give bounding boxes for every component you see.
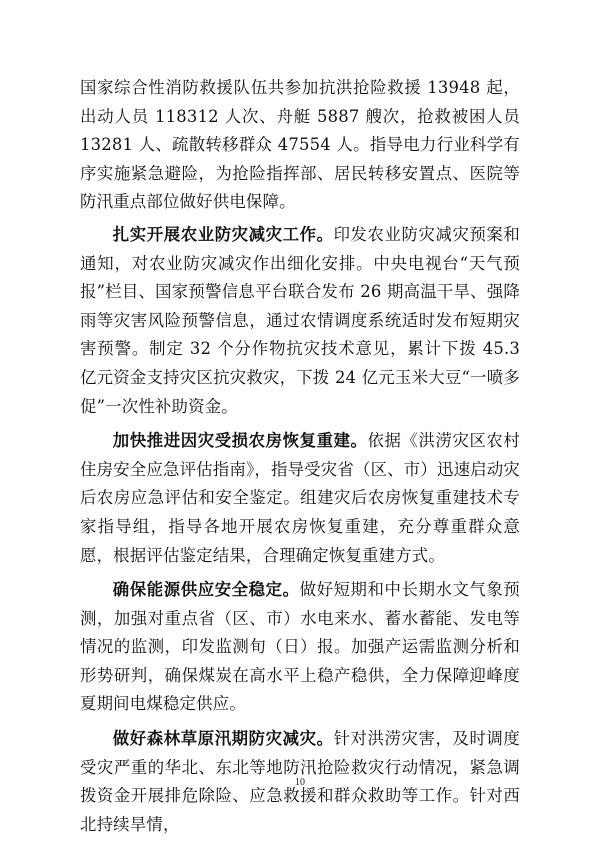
paragraph-text: 依据《洪涝灾区农村住房安全应急评估指南》，指导受灾省（区、市）迅速启动灾后农房应急评估和安全鉴定。组建灾后农房恢复重建技术专家指导组，指导各地开展农房恢复重建，充分尊重群众意愿，根据评估鉴定结果，合理确定恢复重建方式。: [80, 431, 520, 565]
paragraph-lead: 做好森林草原汛期防灾减灾。: [112, 729, 334, 749]
paragraph-energy-supply: [80, 576, 520, 719]
paragraph-lead: 扎实开展农业防灾减灾工作。: [112, 224, 334, 244]
paragraph-text: 印发农业防灾减灾预案和通知，对农业防灾减灾作出细化安排。中央电视台“天气预报”栏目、国家预警信息平台联合发布 26 期高温干旱、强降雨等灾害风险预警信息，通过农情调度系统适时发布短期灾害预警。制定 32 个分作物抗灾技术意见，累计下拨 45.3 亿元资金支持灾区抗灾救灾，下拨 24 亿元玉米大豆“一喷多促”一次性补助资金。: [80, 224, 520, 416]
paragraph-rescue-operations: [80, 74, 520, 217]
paragraph-lead: 确保能源供应安全稳定。: [112, 580, 300, 600]
paragraph-lead: 加快推进因灾受损农房恢复重建。: [112, 431, 368, 451]
document-body: [80, 74, 520, 839]
paragraph-housing-reconstruction: [80, 427, 520, 570]
paragraph-text: 针对洪涝灾害，及时调度受灾严重的华北、东北等地防汛抢险救灾行动情况，紧急调拨资金开展排危除险、应急救援和群众救助等工作。针对西北持续旱情，: [80, 729, 520, 834]
paragraph-agriculture: [80, 221, 520, 421]
paragraph-text: 做好短期和中长期水文气象预测，加强对重点省（区、市）水电来水、蓄水蓄能、发电等情况的监测，印发监测旬（日）报。加强产运需监测分析和形势研判，确保煤炭在高水平上稳产稳供，全力保障迎峰度夏期间电煤稳定供应。: [80, 580, 520, 714]
page-number: 10: [295, 777, 305, 788]
paragraph-text: 国家综合性消防救援队伍共参加抗洪抢险救援 13948 起，出动人员 118312 人次、舟艇 5887 艘次，抢救被困人员 13281 人、疏散转移群众 47554 人。指导电力行业科学有序实施紧急避险，为抢险指挥部、居民转移安置点、医院等防汛重点部位做好供电保障。: [80, 78, 520, 212]
